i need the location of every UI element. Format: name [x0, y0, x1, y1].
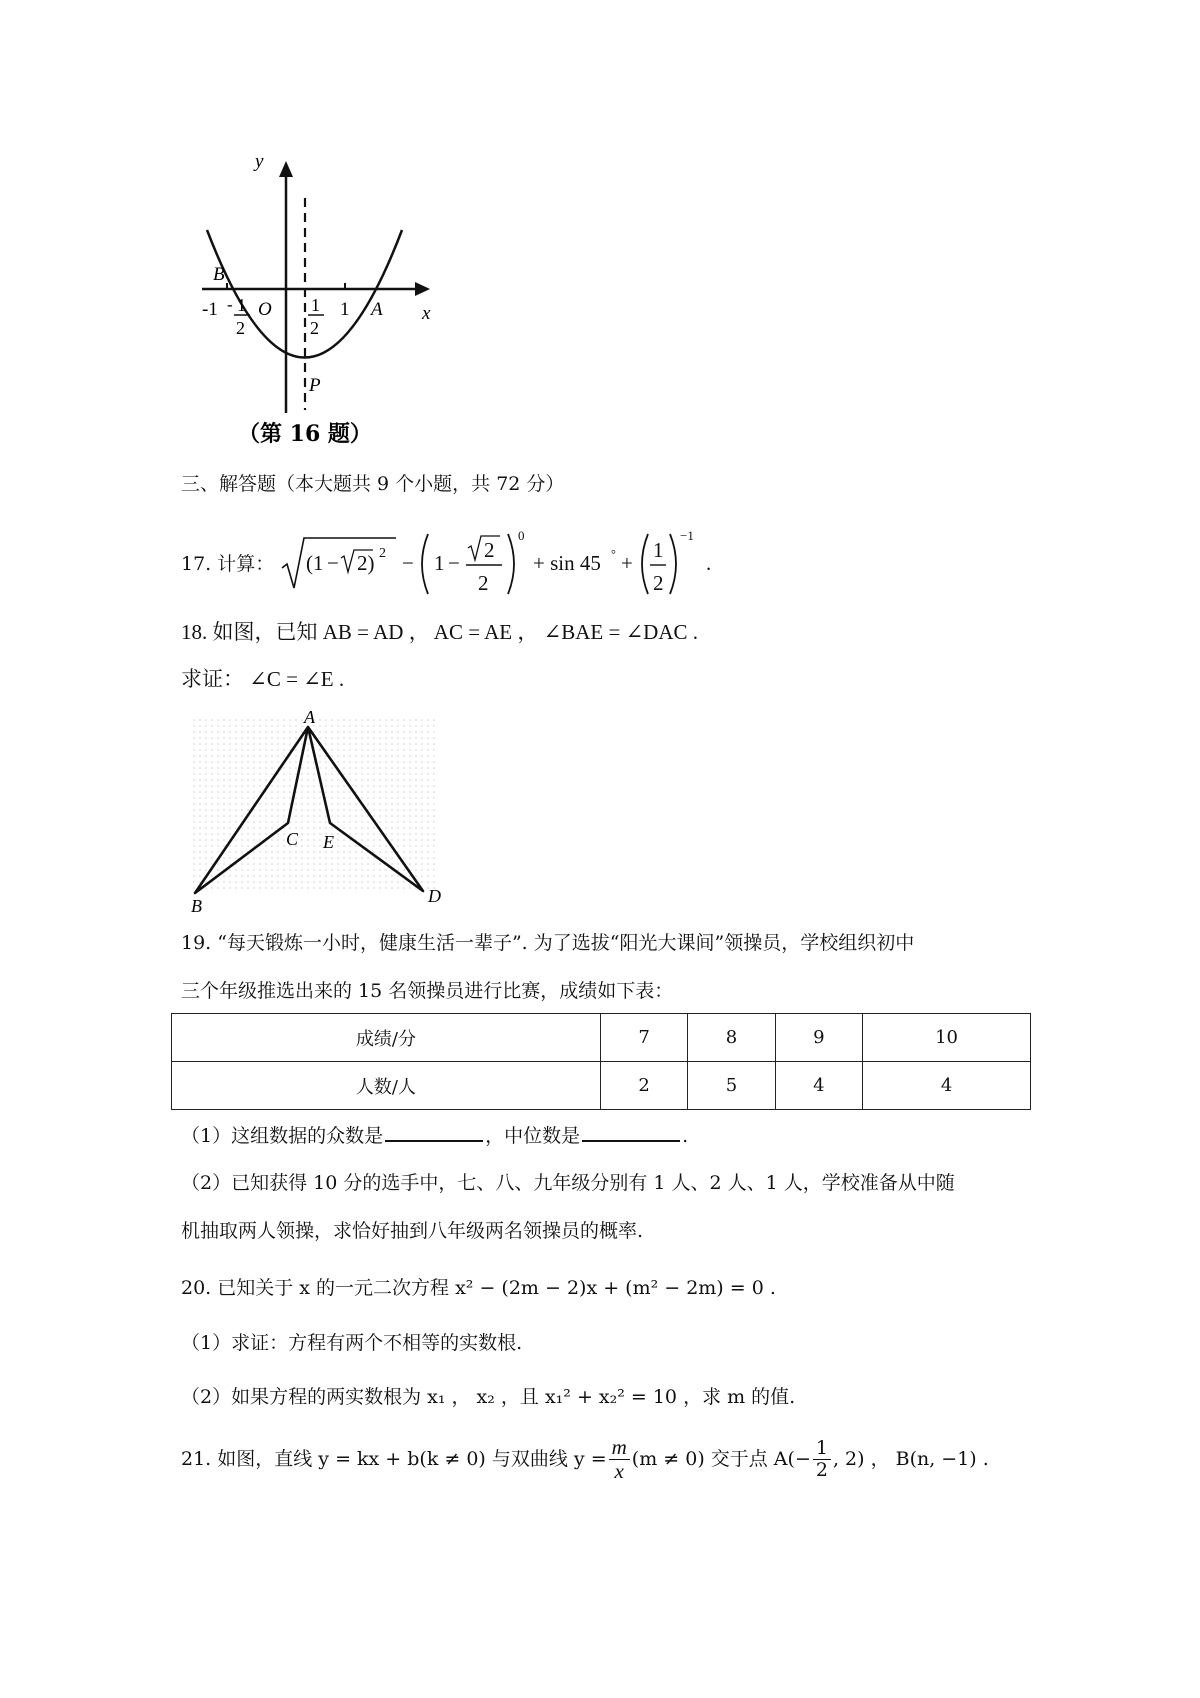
- point-a-denominator: 2: [815, 1459, 828, 1482]
- problem-19-line-1: 19. “每天锻炼一小时，健康生活一辈子”. 为了选拔“阳光大课间”领操员，学校组织初中: [181, 932, 915, 954]
- problem-19-sub-2-line-2: 机抽取两人领操，求恰好抽到八年级两名领操员的概率.: [181, 1220, 644, 1242]
- problem-20-sub-1: （1）求证：方程有两个不相等的实数根.: [181, 1332, 523, 1354]
- problem-19-sub-2-line-1: （2）已知获得 10 分的选手中，七、八、九年级分别有 1 人、2 人、1 人，学校准备从中随: [181, 1172, 955, 1194]
- point-a-fraction: [813, 1438, 831, 1481]
- tick-label-half-den: 2: [310, 318, 319, 338]
- problem-17-prefix: 17. 计算：: [181, 552, 275, 575]
- hyperbola-fraction: [609, 1436, 630, 1483]
- problem-19-line-2: 三个年级推选出来的 15 名领操员进行比赛，成绩如下表：: [181, 980, 674, 1002]
- score-cell: 9: [775, 1014, 862, 1062]
- problem-21-part-2: (m ≠ 0) 交于点 A(−: [631, 1448, 811, 1471]
- tick-label-minus-half-den: 2: [236, 318, 245, 338]
- sub-1-text-c: .: [682, 1125, 689, 1147]
- svg-text:+ sin 45: + sin 45: [533, 551, 602, 575]
- tick-label-half-num: 1: [311, 295, 320, 315]
- svg-text:1: 1: [653, 538, 664, 562]
- figure-16-caption: （第 16 题）: [238, 421, 372, 447]
- count-cell: 4: [775, 1062, 862, 1110]
- scores-table: [171, 1013, 1031, 1110]
- svg-text:+: +: [621, 551, 634, 575]
- svg-text:(1: (1: [306, 551, 324, 575]
- svg-text:−: −: [448, 551, 461, 575]
- point-a-numerator: 1: [813, 1438, 831, 1460]
- svg-text:2: 2: [379, 546, 387, 561]
- point-p-label: P: [309, 375, 321, 396]
- point-c-label: C: [286, 829, 299, 849]
- hyperbola-denominator: x: [614, 1459, 624, 1484]
- figure-16-parabola: [190, 155, 450, 455]
- svg-text:1: 1: [434, 551, 445, 575]
- problem-21-part-3: , 2) ， B(n, −1) .: [832, 1448, 989, 1471]
- y-axis-label: y: [255, 155, 264, 172]
- svg-text:.: .: [706, 551, 712, 575]
- svg-text:−1: −1: [680, 528, 695, 543]
- svg-text:0: 0: [518, 528, 525, 543]
- median-answer-blank[interactable]: [582, 1122, 680, 1142]
- score-cell: 7: [600, 1014, 687, 1062]
- section-3-heading: 三、解答题（本大题共 9 个小题，共 72 分）: [181, 473, 565, 495]
- point-d-label: D: [428, 886, 441, 906]
- x-axis-arrow-icon: [415, 282, 430, 296]
- svg-text:−: −: [327, 551, 340, 575]
- svg-text:−: −: [402, 551, 415, 575]
- row-header-score: 成绩/分: [172, 1014, 601, 1062]
- figure-18-triangles: [185, 705, 455, 915]
- count-cell: 4: [863, 1062, 1031, 1110]
- problem-21: [181, 1436, 989, 1483]
- sub-1-text-a: （1）这组数据的众数是: [181, 1125, 384, 1147]
- hyperbola-numerator: m: [609, 1436, 630, 1460]
- problem-20-sub-2: （2）如果方程的两实数根为 x₁ ， x₂ ，且 x₁² + x₂² = 10 ，求 m 的值.: [181, 1386, 796, 1408]
- problem-17-expression: [278, 528, 718, 600]
- mode-answer-blank[interactable]: [385, 1122, 483, 1142]
- table-row: [172, 1062, 1031, 1110]
- point-b-label: B: [213, 264, 225, 285]
- problem-19-sub-1: [181, 1122, 688, 1148]
- problem-21-part-1: 21. 如图，直线 y = kx + b(k ≠ 0) 与双曲线 y =: [181, 1448, 607, 1471]
- svg-text:2: 2: [484, 538, 495, 562]
- svg-text:2): 2): [357, 551, 375, 575]
- tick-label-one: 1: [340, 299, 350, 320]
- x-axis-label: x: [422, 303, 431, 324]
- point-b-label: B: [191, 896, 202, 915]
- count-cell: 2: [600, 1062, 687, 1110]
- y-axis-arrow-icon: [279, 161, 293, 177]
- tick-label-minus-half-num: 1: [237, 295, 246, 315]
- tick-label-minus-half-sign: -: [227, 295, 233, 314]
- sub-1-text-b: ，中位数是: [485, 1125, 581, 1147]
- origin-label: O: [258, 299, 272, 320]
- count-cell: 5: [688, 1062, 775, 1110]
- svg-text:°: °: [611, 547, 617, 561]
- problem-18-line-1: 18. 如图，已知 AB = AD ， AC = AE ， ∠BAE = ∠DAC .: [181, 620, 699, 644]
- svg-text:2: 2: [478, 571, 489, 595]
- point-a-label: A: [304, 707, 315, 727]
- problem-17: [181, 528, 718, 600]
- score-cell: 10: [863, 1014, 1031, 1062]
- point-a-label: A: [371, 299, 383, 320]
- svg-text:2: 2: [653, 571, 664, 595]
- point-e-label: E: [323, 832, 334, 852]
- score-cell: 8: [688, 1014, 775, 1062]
- row-header-count: 人数/人: [172, 1062, 601, 1110]
- problem-20-line-1: 20. 已知关于 x 的一元二次方程 x² − (2m − 2)x + (m² − 2m) = 0 .: [181, 1277, 776, 1299]
- problem-18-line-2: 求证： ∠C = ∠E .: [181, 667, 345, 691]
- tick-label-minus-one: -1: [202, 299, 218, 320]
- table-row: [172, 1014, 1031, 1062]
